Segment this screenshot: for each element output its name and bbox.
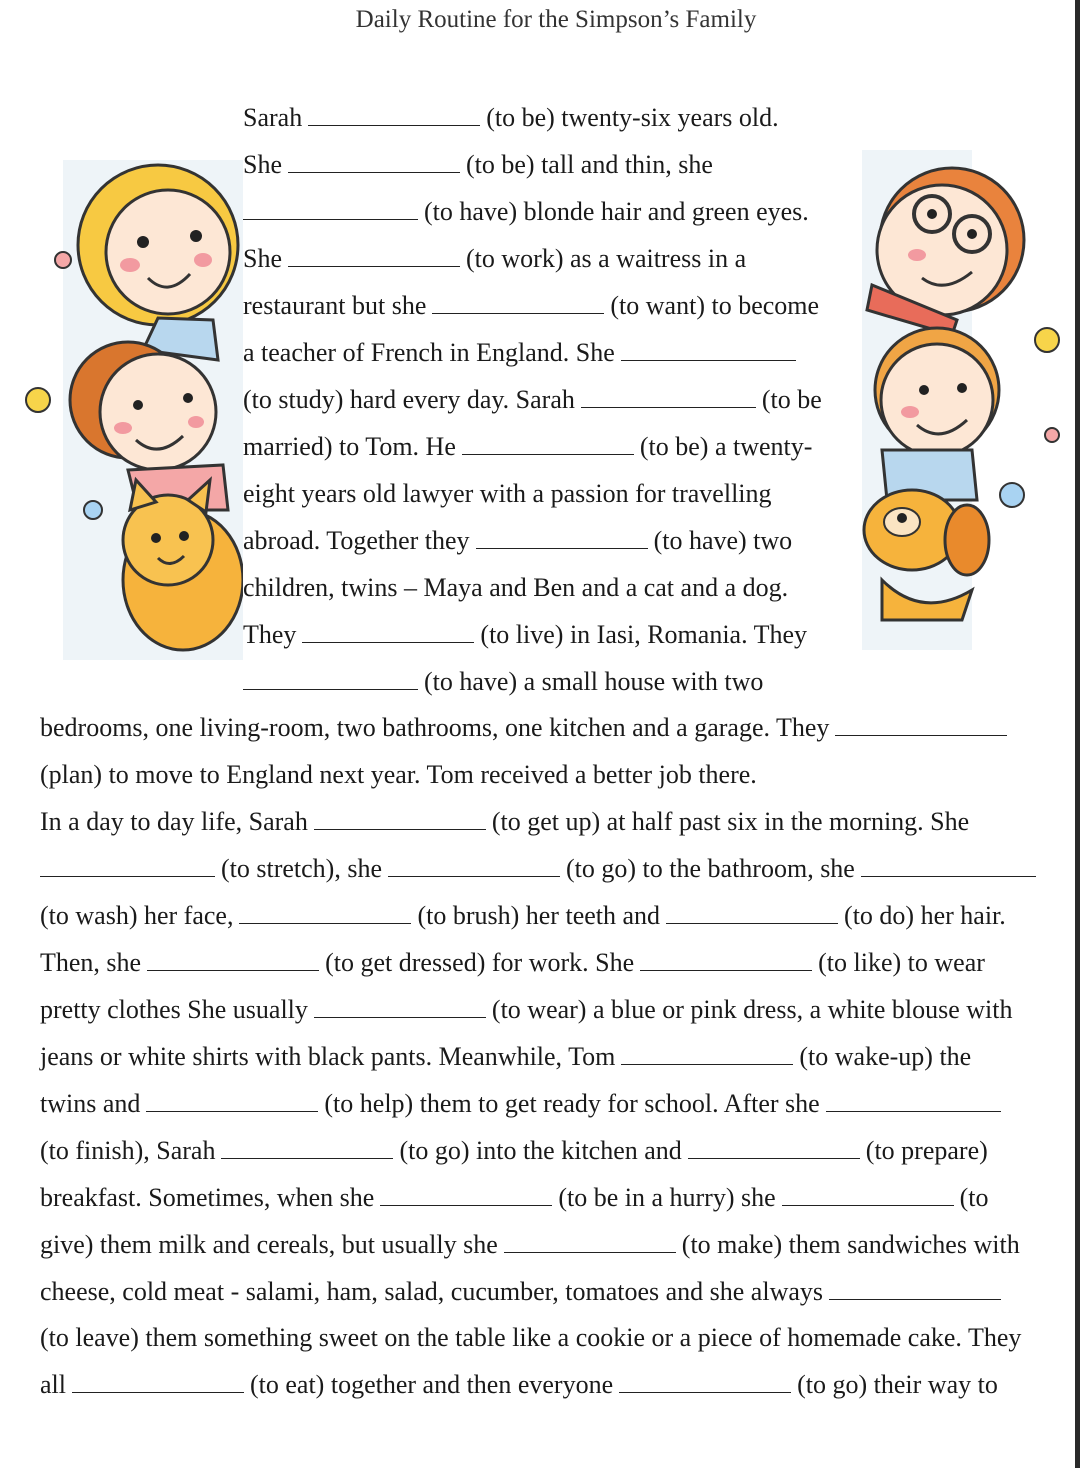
line-text: (to brush) her teeth and [417,901,661,930]
line-text: jeans or white shirts with black pants. Meanwhile, Tom [40,1042,616,1071]
fill-in-blank[interactable] [621,359,796,361]
line-text: cheese, cold meat - salami, ham, salad, cucumber, tomatoes and she always [40,1277,824,1306]
fill-in-blank[interactable] [581,406,756,408]
worksheet-line [243,239,746,279]
line-text: twins and [40,1089,141,1118]
worksheet-line [40,1084,1007,1124]
line-text: (to eat) together and then everyone [250,1370,614,1399]
worksheet-line [243,286,819,326]
fill-in-blank[interactable] [146,1110,318,1112]
line-text: a teacher of French in England. She [243,338,615,367]
line-text: eight years old lawyer with a passion for travelling [243,479,772,508]
worksheet-line [40,708,1013,748]
worksheet-line [40,1225,1020,1265]
line-text: She [243,150,282,179]
fill-in-blank[interactable] [221,1157,393,1159]
line-text: She [243,244,282,273]
line-text: (to help) them to get ready for school. After she [324,1089,820,1118]
fill-in-blank[interactable] [688,1157,860,1159]
line-text: They [243,620,297,649]
line-text: (to wake-up) the [799,1042,972,1071]
fill-in-blank[interactable] [861,875,1036,877]
left-illustration [18,160,243,660]
line-text: (to [959,1183,989,1212]
fill-in-blank[interactable] [666,922,838,924]
worksheet-line [243,192,809,232]
line-text: (plan) to move to England next year. Tom received a better job there. [40,760,757,789]
worksheet-line [40,1131,988,1171]
worksheet-line [40,896,1006,936]
fill-in-blank[interactable] [239,922,411,924]
fill-in-blank[interactable] [288,171,460,173]
worksheet-line [243,568,788,608]
fill-in-blank[interactable] [302,641,474,643]
worksheet-line [40,1178,989,1218]
fill-in-blank[interactable] [40,875,215,877]
fill-in-blank[interactable] [835,734,1007,736]
fill-in-blank[interactable] [72,1391,244,1393]
line-text: restaurant but she [243,291,427,320]
fill-in-blank[interactable] [314,1016,486,1018]
line-text: (to be) tall and thin, she [466,150,713,179]
fill-in-blank[interactable] [462,453,634,455]
line-text: pretty clothes She usually [40,995,308,1024]
fill-in-blank[interactable] [640,969,812,971]
page-edge [1075,0,1080,1468]
fill-in-blank[interactable] [288,265,460,267]
fill-in-blank[interactable] [243,218,418,220]
line-text: (to have) two [653,526,793,555]
worksheet-line [243,380,822,420]
worksheet-line [40,943,985,983]
line-text: (to be) twenty-six years old. [486,103,779,132]
line-text: (to go) to the bathroom, she [566,854,855,883]
line-text: (to want) to become [610,291,820,320]
line-text: (to be [761,385,822,414]
fill-in-blank[interactable] [314,828,486,830]
fill-in-blank[interactable] [476,547,648,549]
worksheet-line [40,849,1042,889]
line-text: (to wear) a blue or pink dress, a white blouse with [491,995,1013,1024]
worksheet-line [243,98,779,138]
fill-in-blank[interactable] [504,1251,676,1253]
worksheet-line [40,990,1013,1030]
line-text: Then, she [40,948,142,977]
line-text: (to make) them sandwiches with [681,1230,1020,1259]
line-text: (to finish), Sarah [40,1136,216,1165]
line-text: Sarah [243,103,303,132]
line-text: (to have) a small house with two [424,667,764,696]
fill-in-blank[interactable] [388,875,560,877]
line-text: (to stretch), she [221,854,383,883]
line-text: (to get dressed) for work. She [325,948,635,977]
line-text: give) them milk and cereals, but usually she [40,1230,498,1259]
line-text: (to go) into the kitchen and [399,1136,682,1165]
right-illustration [862,150,1072,650]
line-text: all [40,1370,66,1399]
fill-in-blank[interactable] [621,1063,793,1065]
line-text: (to like) to wear [818,948,985,977]
worksheet-line [243,145,713,185]
fill-in-blank[interactable] [147,969,319,971]
worksheet-line [243,662,763,702]
line-text: bedrooms, one living-room, two bathrooms, one kitchen and a garage. They [40,713,830,742]
line-text: (to have) blonde hair and green eyes. [424,197,809,226]
line-text: (to work) as a waitress in a [466,244,747,273]
boy-illustration [875,328,999,500]
fill-in-blank[interactable] [829,1298,1001,1300]
line-text: (to live) in Iasi, Romania. They [480,620,808,649]
worksheet-line [243,521,792,561]
line-text: abroad. Together they [243,526,470,555]
fill-in-blank[interactable] [826,1110,1001,1112]
line-text: married) to Tom. He [243,432,456,461]
worksheet-line [243,427,812,467]
worksheet-line [243,333,802,373]
line-text: In a day to day life, Sarah [40,807,308,836]
worksheet-line [40,1272,1007,1312]
worksheet-line [40,802,969,842]
worksheet-line [243,474,772,514]
line-text: (to go) their way to [797,1370,998,1399]
line-text: (to get up) at half past six in the morning. She [491,807,970,836]
fill-in-blank[interactable] [782,1204,954,1206]
line-text: (to prepare) [865,1136,988,1165]
page-title: Daily Routine for the Simpson’s Family [355,6,757,33]
line-text: (to be) a twenty- [639,432,813,461]
fill-in-blank[interactable] [619,1391,791,1393]
fill-in-blank[interactable] [380,1204,552,1206]
fill-in-blank[interactable] [243,688,418,690]
worksheet-line [40,755,757,795]
line-text: (to study) hard every day. Sarah [243,385,575,414]
line-text: (to do) her hair. [844,901,1006,930]
fill-in-blank[interactable] [432,312,604,314]
line-text: (to be in a hurry) she [558,1183,776,1212]
worksheet-line [243,615,807,655]
worksheet-line [40,1037,971,1077]
line-text: children, twins – Maya and Ben and a cat and a dog. [243,573,789,602]
line-text: (to wash) her face, [40,901,234,930]
line-text: (to leave) them something sweet on the table like a cookie or a piece of homemade cake. They [40,1323,1022,1352]
line-text: breakfast. Sometimes, when she [40,1183,375,1212]
fill-in-blank[interactable] [308,124,480,126]
worksheet-line [40,1365,998,1405]
worksheet-line [40,1318,1021,1358]
